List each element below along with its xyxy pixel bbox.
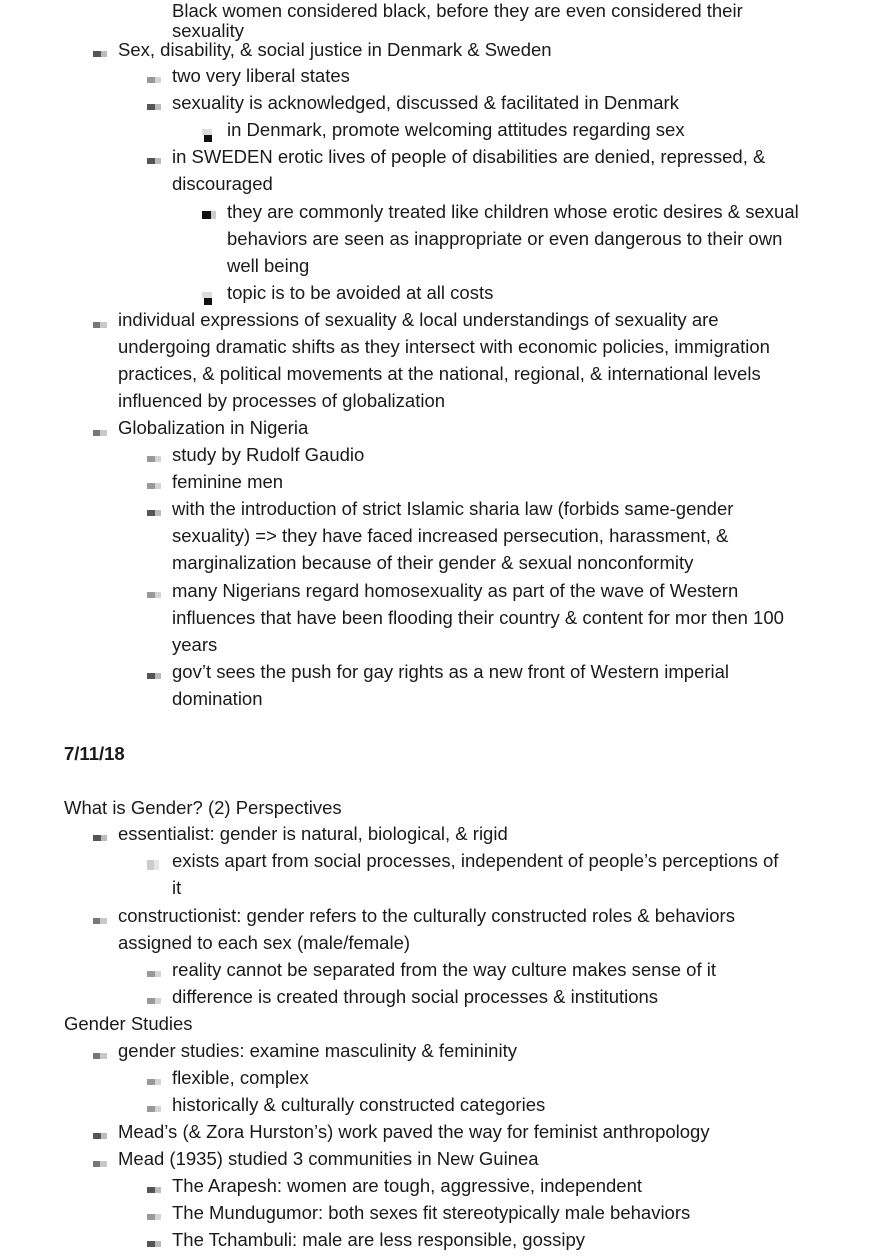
bullet-icon — [93, 423, 109, 433]
bullet-icon — [147, 1235, 163, 1245]
note-line: What is Gender? (2) Perspectives — [64, 797, 342, 818]
note-line: Mead’s (& Zora Hurston’s) work paved the way for feminist anthropology — [118, 1121, 710, 1142]
note-line: The Mundugumor: both sexes fit stereotypically male behaviors — [172, 1202, 691, 1223]
note-line: reality cannot be separated from the way culture makes sense of it — [172, 959, 716, 980]
note-line: influenced by processes of globalization — [118, 390, 446, 411]
bullet-icon — [93, 1154, 109, 1164]
note-line: essentialist: gender is natural, biological, & rigid — [118, 823, 508, 844]
bullet-icon — [93, 911, 109, 921]
note-line: topic is to be avoided at all costs — [227, 282, 494, 303]
bullet-icon — [93, 1127, 109, 1137]
note-line: Gender Studies — [64, 1013, 193, 1034]
note-line: Mead (1935) studied 3 communities in New Guinea — [118, 1148, 539, 1169]
bullet-icon — [93, 829, 109, 839]
note-line: in SWEDEN erotic lives of people of disabilities are denied, repressed, & — [172, 146, 766, 167]
note-line: study by Rudolf Gaudio — [172, 444, 365, 465]
note-line: many Nigerians regard homosexuality as part of the wave of Western — [172, 580, 739, 601]
note-line: The Tchambuli: male are less responsible, gossipy — [172, 1229, 586, 1250]
note-line: sexuality — [172, 20, 244, 41]
bullet-icon — [147, 992, 163, 1002]
note-line: they are commonly treated like children whose erotic desires & sexual — [227, 201, 799, 222]
bullet-icon — [93, 315, 109, 325]
bullet-icon — [147, 856, 163, 866]
bullet-icon — [147, 98, 163, 108]
note-line: The Arapesh: women are tough, aggressive, independent — [172, 1175, 643, 1196]
note-line: sexuality) => they have faced increased persecution, harassment, & — [172, 525, 729, 546]
bullet-icon — [147, 1073, 163, 1083]
bullet-icon — [147, 152, 163, 162]
bullet-icon — [202, 288, 216, 301]
note-line: Black women considered black, before they are even considered their — [172, 0, 743, 21]
date-heading: 7/11/18 — [64, 743, 125, 764]
note-line: gender studies: examine masculinity & femininity — [118, 1040, 517, 1061]
note-line: Globalization in Nigeria — [118, 417, 309, 438]
note-line: difference is created through social processes & institutions — [172, 986, 659, 1007]
note-line: feminine men — [172, 471, 284, 492]
bullet-icon — [147, 586, 163, 596]
note-line: well being — [227, 255, 310, 276]
note-line: flexible, complex — [172, 1067, 309, 1088]
note-line: years — [172, 634, 218, 655]
bullet-icon — [147, 1181, 163, 1191]
bullet-icon — [147, 1100, 163, 1110]
note-line: with the introduction of strict Islamic sharia law (forbids same-gender — [172, 498, 734, 519]
bullet-icon — [93, 1046, 109, 1056]
bullet-icon — [147, 450, 163, 460]
note-line: behaviors are seen as inappropriate or even dangerous to their own — [227, 228, 783, 249]
note-line: exists apart from social processes, independent of people’s perceptions of — [172, 850, 779, 871]
note-line: sexuality is acknowledged, discussed & facilitated in Denmark — [172, 92, 679, 113]
note-line: constructionist: gender refers to the culturally constructed roles & behaviors — [118, 905, 735, 926]
note-line: historically & culturally constructed categories — [172, 1094, 546, 1115]
bullet-icon — [147, 504, 163, 514]
note-line: gov’t sees the push for gay rights as a new front of Western imperial — [172, 661, 729, 682]
note-line: it — [172, 877, 182, 898]
note-line: in Denmark, promote welcoming attitudes regarding sex — [227, 119, 685, 140]
note-line: individual expressions of sexuality & local understandings of sexuality are — [118, 309, 719, 330]
note-line: influences that have been flooding their country & content for mor then 100 — [172, 607, 784, 628]
note-line: undergoing dramatic shifts as they intersect with economic policies, immigration — [118, 336, 770, 357]
bullet-icon — [147, 477, 163, 487]
bullet-icon — [202, 125, 216, 138]
note-line: domination — [172, 688, 263, 709]
note-line: marginalization because of their gender & sexual nonconformity — [172, 552, 694, 573]
bullet-icon — [147, 71, 163, 81]
bullet-icon — [147, 667, 163, 677]
note-line: Sex, disability, & social justice in Denmark & Sweden — [118, 39, 552, 60]
note-line: two very liberal states — [172, 65, 350, 86]
bullet-icon — [202, 207, 216, 220]
note-line: assigned to each sex (male/female) — [118, 932, 411, 953]
note-line: practices, & political movements at the national, regional, & international levels — [118, 363, 761, 384]
note-line: discouraged — [172, 173, 273, 194]
bullet-icon — [147, 1208, 163, 1218]
bullet-icon — [147, 965, 163, 975]
bullet-icon — [93, 45, 109, 55]
